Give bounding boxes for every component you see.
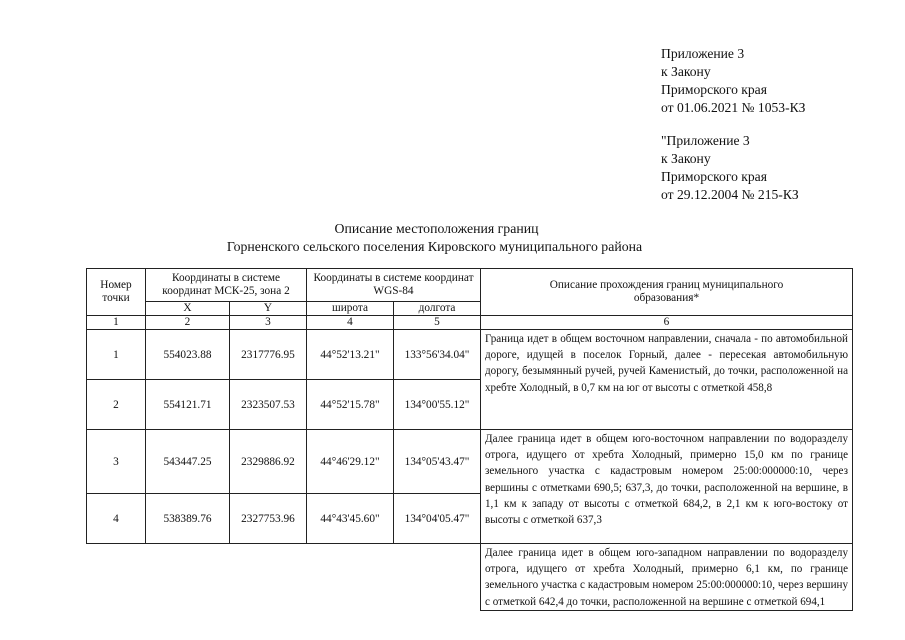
column-number: 3 [230,316,307,330]
x-coordinate-cell: 554121.71 [146,380,230,430]
header-point-number: Номер точки [87,269,146,316]
column-number: 5 [394,316,481,330]
x-coordinate-cell: 543447.25 [146,430,230,494]
y-coordinate-cell: 2329886.92 [230,430,307,494]
point-number-cell: 1 [87,330,146,380]
longitude-cell: 134°05'43.47" [394,430,481,494]
header-description: Описание прохождения границ муниципального образования* [481,269,853,316]
latitude-cell: 44°52'13.21" [307,330,394,380]
longitude-cell: 133°56'34.04" [394,330,481,380]
latitude-cell: 44°52'15.78" [307,380,394,430]
longitude-cell: 134°00'55.12" [394,380,481,430]
appendix-line: к Закону [661,64,711,79]
x-coordinate-cell: 554023.88 [146,330,230,380]
longitude-cell: 134°04'05.47" [394,494,481,544]
header-row [87,269,853,302]
appendix-original-law [661,132,799,204]
appendix-line: от 01.06.2021 № 1053-КЗ [661,100,806,115]
table-row [87,430,853,494]
header-msk-coordinates: Координаты в системе координат МСК-25, зона 2 [146,269,307,302]
latitude-cell: 44°43'45.60" [307,494,394,544]
y-coordinate-cell: 2323507.53 [230,380,307,430]
boundary-segment-description: Граница идет в общем восточном направлении, сначала - по автомобильной дороге, идущей в поселок Горный, далее - пересекая автомобильную дорогу, безымянный ручей, ручей Каменистый, до точки, расположенной на хребте Холодный, в 0,7 км на юг от высоты с отметкой 458,8 [481,330,853,430]
point-number-cell: 4 [87,494,146,544]
header-x: X [146,302,230,316]
appendix-line: к Закону [661,151,711,166]
latitude-cell: 44°46'29.12" [307,430,394,494]
header-y: Y [230,302,307,316]
point-number-cell: 3 [87,430,146,494]
table-row [87,544,853,611]
header-wgs-coordinates: Координаты в системе координат WGS-84 [307,269,481,302]
column-number-row [87,316,853,330]
document-title: Описание местоположения границ [334,221,539,236]
empty-cell [87,544,481,611]
column-number: 1 [87,316,146,330]
appendix-current-amendment [661,45,806,117]
appendix-line: от 29.12.2004 № 215-КЗ [661,187,799,202]
appendix-line: Приложение 3 [661,46,745,61]
column-number: 6 [481,316,853,330]
header-longitude: долгота [394,302,481,316]
header-latitude: широта [307,302,394,316]
boundary-segment-description: Далее граница идет в общем юго-западном направлении по водоразделу отрога, идущего от хребта Холодный, примерно 6,1 км, по границе земельного участка с кадастровым номером 25:00:000000:10, через вершину с отметкой 642,4 до точки, расположенной на вершине с отметкой 694,1 [481,544,853,611]
appendix-line: Приморского края [661,169,767,184]
boundary-table [86,268,853,611]
appendix-line: "Приложение 3 [661,133,750,148]
appendix-line: Приморского края [661,82,767,97]
column-number: 4 [307,316,394,330]
y-coordinate-cell: 2327753.96 [230,494,307,544]
column-number: 2 [146,316,230,330]
y-coordinate-cell: 2317776.95 [230,330,307,380]
x-coordinate-cell: 538389.76 [146,494,230,544]
boundary-segment-description: Далее граница идет в общем юго-восточном направлении по водоразделу отрога, идущего от хребта Холодный, примерно 15,0 км по границе земельного участка с кадастровым номером 25:00:000000:10, через вершины с отметками 690,5; 637,3, до точки, расположенной на вершине, в 1,1 км к западу от высоты с отметкой 684,2, в 2,1 км к юго-востоку от высоты с отметкой 637,3 [481,430,853,544]
point-number-cell: 2 [87,380,146,430]
table-row [87,330,853,380]
document-subtitle: Горненского сельского поселения Кировского муниципального района [226,239,643,254]
